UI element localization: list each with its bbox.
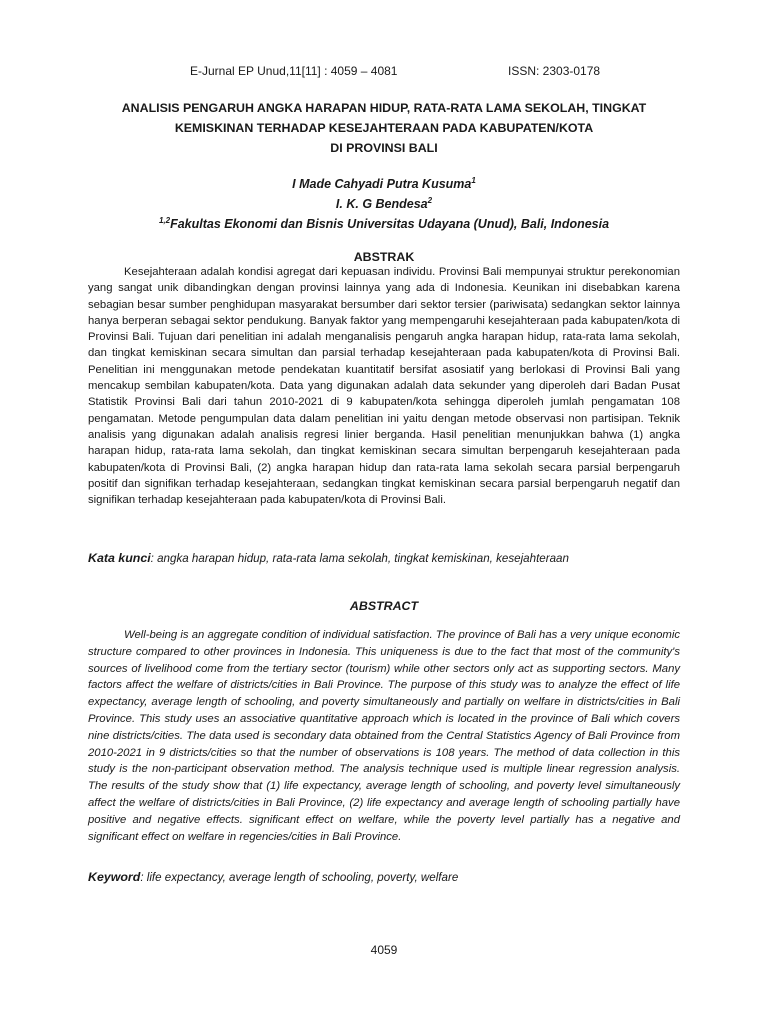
title-line: DI PROVINSI BALI: [330, 141, 438, 155]
abstract-heading: ABSTRACT: [349, 599, 419, 613]
affiliation: [80, 214, 688, 234]
abstrak-body: Kesejahteraan adalah kondisi agregat dari kepuasan individu. Provinsi Bali mempunyai struktur perekonomian yang sangat unik dibandingkan dengan provinsi lainnya yang ada di Indonesia. Keunikan ini disebabkan karena sebagian besar sumber penghidupan masyarakat bersumber dari sektor tersier (pariwisata) sedangkan sektor lainnya hanya berperan sebagai sektor pendukung. Banyak faktor yang mempengaruhi kesejahteraan pada kabupaten/kota di Provinsi Bali. Tujuan dari penelitian ini adalah menganalisis pengaruh angka harapan hidup, rata-rata lama sekolah, dan tingkat kemiskinan secara simultan dan parsial terhadap kesejahteraan pada kabupaten/kota di Provinsi Bali. Penelitian ini menggunakan metode pendekatan kuantitatif bersifat asosiatif yang berlokasi di Provinsi Bali yang mencakup sembilan kabupaten/kota. Data yang digunakan adalah data sekunder yang diperoleh dari Badan Pusat Statistik Provinsi Bali dari tahun 2010-2021 di 9 kabupaten/kota sehingga diperoleh jumlah pengamatan 108 pengamatan. Metode pengumpulan data dalam penelitian ini yaitu dengan metode observasi non partisipan. Teknik analisis yang digunakan adalah analisis regresi linier berganda. Hasil penelitian menunjukkan bahwa (1) angka harapan hidup, rata-rata lama sekolah, dan tingkat kemiskinan secara simultan berpengaruh kesejahteraan pada kabupaten/kota di Provinsi Bali, (2) angka harapan hidup dan rata-rata lama sekolah secara parsial berpengaruh positif dan signifikan terhadap kesejahteraan, sedangkan tingkat kemiskinan secara parsial berpengaruh negatif dan signifikan terhadap kesejahteraan pada kabupaten/kota di Provinsi Bali.: [88, 266, 680, 507]
abstrak-heading: ABSTRAK: [353, 250, 415, 264]
author-2: [80, 194, 688, 214]
kata-kunci: [88, 551, 688, 565]
keywords-label: Keyword: [88, 870, 141, 884]
journal-citation: E-Jurnal EP Unud,11[11] : 4059 – 4081: [190, 64, 398, 78]
keywords: [88, 870, 688, 884]
kata-kunci-label: Kata kunci: [88, 551, 151, 565]
author-name: I Made Cahyadi Putra Kusuma: [292, 177, 472, 191]
paper-title: [80, 98, 688, 158]
author-footnote-mark: 1: [471, 176, 476, 185]
title-line: KEMISKINAN TERHADAP KESEJAHTERAAN PADA KABUPATEN/KOTA: [174, 121, 594, 135]
abstract-body: Well-being is an aggregate condition of individual satisfaction. The province of Bali has a very unique economic structure compared to other provinces in Indonesia. This uniqueness is due to the fact that most of the community's sources of livelihood come from the tertiary sector (tourism) while other sectors only act as supporting sectors. Many factors affect the welfare of districts/cities in Bali Province. The purpose of this study was to analyze the effect of life expectancy, average length of schooling, and poverty simultaneously and partially on welfare in districts/cities in Bali Province. This study uses an associative quantitative approach which is located in the province of Bali which covers nine districts/cities. The data used is secondary data obtained from the Central Statistics Agency of Bali Province from 2010-2021 in 9 districts/cities so that the number of observations is 108 years. The method of data collection in this study is the non-participant observation method. The analysis technique used is multiple linear regression analysis. The results of the study show that (1) life expectancy, average length of schooling, and poverty level simultaneously affect the welfare of districts/cities in Bali Province, (2) life expectancy and average length of schooling partially have positive and negative effects. significant effect on welfare, while the poverty level partially has a negative and significant effect on welfare in regencies/cities in Bali Province.: [88, 629, 680, 843]
keywords-text: : life expectancy, average length of schooling, poverty, welfare: [140, 871, 459, 884]
running-header: [0, 64, 768, 82]
issn: ISSN: 2303-0178: [508, 64, 601, 78]
affiliation-mark: 1,2: [158, 216, 171, 225]
author-block: [80, 174, 688, 234]
author-1: [80, 174, 688, 194]
title-line: ANALISIS PENGARUH ANGKA HARAPAN HIDUP, RATA-RATA LAMA SEKOLAH, TINGKAT: [121, 101, 647, 115]
author-name: I. K. G Bendesa: [335, 197, 428, 211]
kata-kunci-text: : angka harapan hidup, rata-rata lama sekolah, tingkat kemiskinan, kesejahteraan: [150, 552, 569, 565]
author-footnote-mark: 2: [427, 196, 433, 205]
affiliation-text: Fakultas Ekonomi dan Bisnis Universitas Udayana (Unud), Bali, Indonesia: [170, 217, 610, 231]
page-number: 4059: [370, 943, 398, 957]
